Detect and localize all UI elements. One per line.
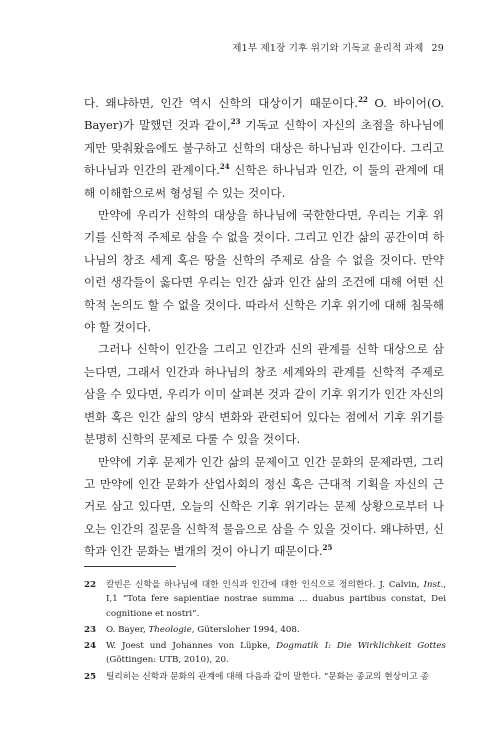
footnote [84, 639, 446, 668]
footnote-number: 23 [84, 624, 97, 635]
text-run: 틸리히는 신학과 문화의 관계에 대해 다음과 같이 말한다. “문화는 종교의 현상이고 종 [106, 671, 429, 682]
footnote [84, 670, 446, 684]
running-header [232, 40, 444, 54]
paragraph [84, 92, 444, 204]
footnote-separator [84, 566, 176, 567]
text-run: 다. 왜냐하면, 인간 역시 신학의 대상이기 때문이다. [84, 96, 359, 110]
italic-title: Dogmatik I: Die Wirklichkeit Gottes [276, 641, 446, 652]
text-run: O. 바이어(O. Bayer)가 말했던 것과 같이, [84, 96, 444, 133]
page-number: 29 [431, 43, 444, 54]
footnote-ref: 23 [230, 117, 241, 127]
text-run: (Göttingen: UTB, 2010), 20. [106, 655, 229, 666]
paragraph [84, 451, 444, 563]
text-run: 만약에 우리가 신학의 대상을 하나님에 국한한다면, 우리는 기후 위기를 신학적 주제로 삼을 수 없을 것이다. 그리고 인간 삶의 공간이며 하나님의 창조 세계 혹은 땅을 신학의 주제로 삼을 수 없을 것이다. 만약 이런 생각들이 옳다면 우리는 인간 삶과 인간 삶의 조건에 대해 어떤 신학적 논의도 할 수 없을 것이다. 따라서 신학은 기후 위기에 대해 침묵해야 할 것이다. [84, 208, 444, 335]
footnote-ref: 24 [219, 162, 230, 172]
running-title: 제1부 제1장 기후 위기와 기독교 윤리적 과제 [232, 43, 424, 54]
footnote-number: 24 [84, 641, 97, 652]
main-text [84, 92, 444, 563]
italic-title: Theologie [148, 624, 192, 635]
footnote-text [106, 623, 446, 637]
footnote [84, 623, 446, 637]
footnotes [84, 578, 446, 686]
italic-title: Inst. [423, 580, 444, 590]
text-run: 신학은 하나님과 인간, 이 둘의 관계에 대해 이해함으로써 형성될 수 있는 것이다. [84, 163, 444, 200]
text-run: O. Bayer, [106, 624, 149, 635]
paragraph [84, 204, 444, 338]
footnote [84, 578, 446, 621]
paragraph [84, 338, 444, 450]
text-run: 그러나 신학이 인간을 그리고 인간과 신의 관계를 신학 대상으로 삼는다면, 그래서 인간과 하나님의 창조 세계와의 관계를 신학적 주제로 삼을 수 있다면, 우리가 이미 살펴본 것과 같이 기후 위기가 인간 자신의 변화 혹은 인간 삶의 양식 변화와 관련되어 있다는 점에서 기후 위기를 분명히 신학의 문제로 다룰 수 있을 것이다. [84, 342, 444, 447]
footnote-text [106, 670, 446, 684]
footnote-text [106, 578, 446, 621]
footnote-number: 22 [84, 580, 97, 590]
text-run: 만약에 기후 문제가 인간 삶의 문제이고 인간 문화의 문제라면, 그리고 만약에 인간 문화가 산업사회의 정신 혹은 근대적 기획을 자신의 근거로 삼고 있다면, 오늘의 신학은 기후 위기라는 문제 상황으로부터 나오는 인간의 질문을 신학적 물음으로 삼을 수 있을 것이다. 왜냐하면, 신학과 인간 문화는 별개의 것이 아니기 때문이다. [84, 454, 444, 559]
footnote-number: 25 [84, 671, 97, 682]
footnote-ref: 22 [358, 95, 368, 104]
text-run: , Gütersloher 1994, 408. [191, 624, 300, 635]
text-run: 칼빈은 신학을 하나님에 대한 인식과 인간에 대한 인식으로 정의한다. J. Calvin, [106, 580, 424, 590]
footnote-text [106, 639, 446, 668]
text-run: , I,1 “Tota fere sapientiae nostrae summa ... duabus partibus constat, Dei cognitione et nostri”. [106, 580, 446, 619]
footnote-ref: 25 [322, 543, 333, 553]
text-run: 기독교 신학이 자신의 초점을 하나님에게만 맞춰왔음에도 불구하고 신학의 대상은 하나님과 인간이다. 그리고 하나님과 인간의 관계이다. [84, 118, 444, 178]
text-run: W. Joest und Johannes von Lüpke, [106, 641, 277, 652]
